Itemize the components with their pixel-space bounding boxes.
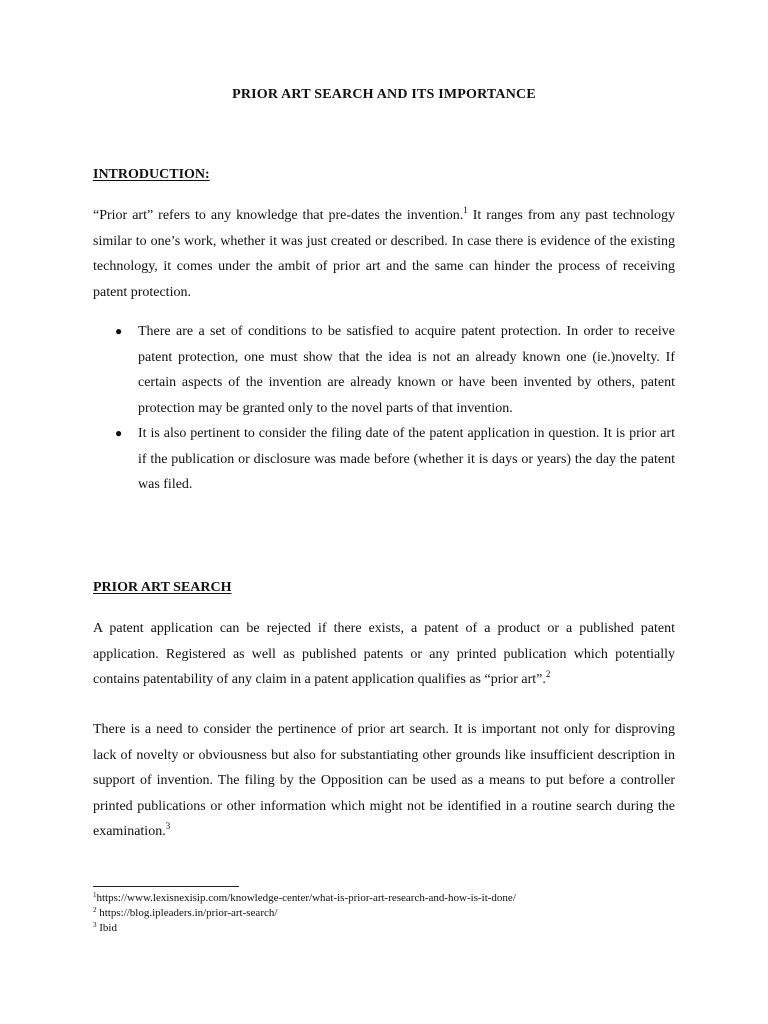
footnote-link[interactable]: https://blog.ipleaders.in/prior-art-search/	[96, 907, 278, 919]
footnote-text: Ibid	[96, 922, 117, 934]
footnote-1	[93, 891, 516, 906]
bullet-item	[93, 319, 675, 421]
bullet-item	[93, 421, 675, 498]
footnote-3	[93, 921, 516, 936]
introduction-paragraph	[93, 203, 675, 305]
footnote-ref-1: 1	[463, 205, 468, 215]
footnote-ref-2: 2	[545, 669, 551, 679]
paragraph-1-text: A patent application can be rejected if there exists, a patent of a product or a published patent application. Registered as well as published patents or any printed publication which potentially contains patentability of any claim in a patent application qualifies as “prior art”.	[93, 621, 675, 687]
prior-art-search-heading: PRIOR ART SEARCH	[93, 580, 232, 595]
bullet-text: There are a set of conditions to be satisfied to acquire patent protection. In order to receive patent protection, one must show that the idea is not an already known one (ie.)novelty. If certain aspects of the invention are already known or have been invented by others, patent protection may be granted only to the novel parts of that invention.	[138, 324, 675, 416]
introduction-heading: INTRODUCTION:	[93, 167, 210, 182]
footnote-ref-3: 3	[165, 821, 171, 831]
footnote-2	[93, 906, 516, 921]
bullet-dot-icon: ●	[115, 426, 123, 440]
footnote-number: 2	[93, 906, 97, 914]
footnote-number: 1	[93, 891, 97, 899]
prior-art-search-paragraph-1	[93, 616, 675, 693]
footnote-divider	[93, 886, 239, 887]
prior-art-search-paragraph-2	[93, 717, 675, 845]
bullet-dot-icon: ●	[115, 324, 123, 338]
footnote-number: 3	[93, 921, 97, 929]
introduction-bullet-list	[93, 319, 675, 498]
footnote-link[interactable]: https://www.lexisnexisip.com/knowledge-center/what-is-prior-art-research-and-how-is-it-done/	[96, 892, 516, 904]
document-title: PRIOR ART SEARCH AND ITS IMPORTANCE	[232, 87, 536, 102]
bullet-text: It is also pertinent to consider the filing date of the patent application in question. It is prior art if the publication or disclosure was made before (whether it is days or years) the day the patent was filed.	[138, 426, 675, 492]
paragraph-2-text: There is a need to consider the pertinence of prior art search. It is important not only for disproving lack of novelty or obviousness but also for substantiating other grounds like insufficient description in support of invention. The filing by the Opposition can be used as a means to put before a controller printed publications or other information which might not be identified in a routine search during the examination.	[93, 722, 675, 839]
introduction-text-part1: “Prior art” refers to any knowledge that pre-dates the invention.	[93, 208, 464, 223]
introduction-text-part2: It ranges from any past technology similar to one’s work, whether it was just created or described. In case there is evidence of the existing technology, it comes under the ambit of prior art and the same can hinder the process of receiving patent protection.	[93, 208, 675, 300]
footnotes	[93, 891, 516, 936]
